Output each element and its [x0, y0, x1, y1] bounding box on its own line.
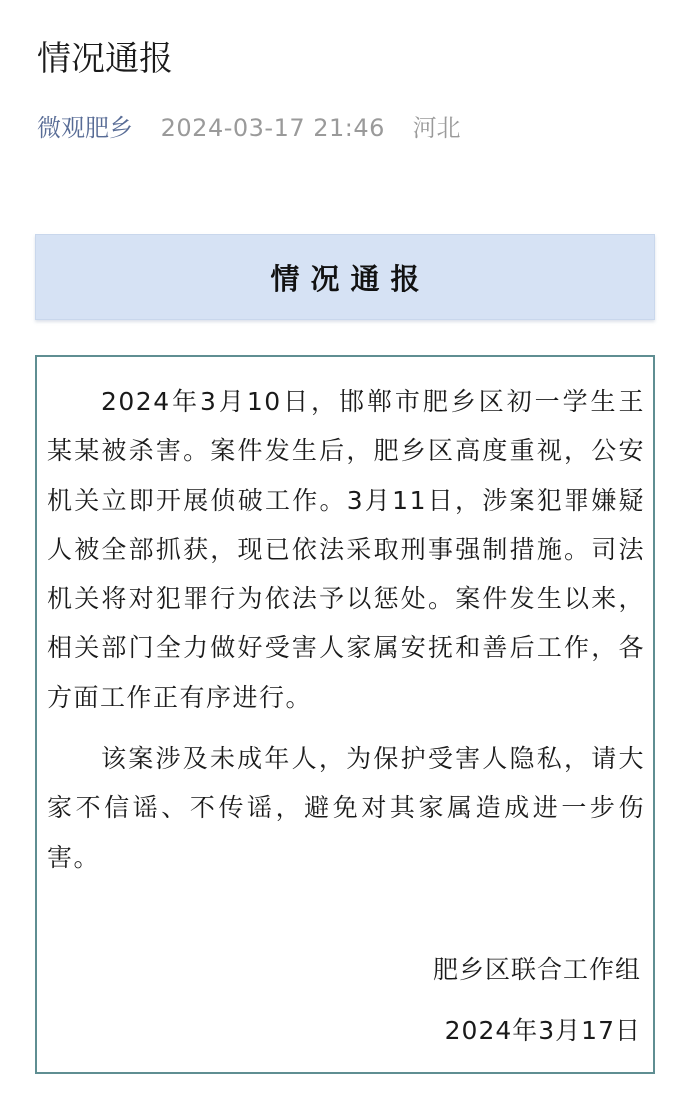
article-title: 情况通报	[37, 39, 173, 79]
account-name-link[interactable]: 微观肥乡	[37, 114, 133, 142]
article-meta	[37, 108, 461, 148]
notice-date: 2024年3月17日	[444, 1016, 641, 1045]
notice-paragraph: 该案涉及未成年人，为保护受害人隐私，请大家不信谣、不传谣，避免对其家属造成进一步伤害。	[47, 744, 645, 872]
publish-location: 河北	[412, 114, 461, 142]
publish-time: 2024-03-17 21:46	[160, 114, 385, 142]
notice-signature: 肥乡区联合工作组	[432, 955, 641, 984]
notice-heading: 情况通报	[270, 261, 431, 296]
notice-banner	[35, 234, 655, 320]
notice-content-box	[35, 355, 655, 1074]
notice-paragraph: 2024年3月10日，邯郸市肥乡区初一学生王某某被杀害。案件发生后，肥乡区高度重视，公安机关立即开展侦破工作。3月11日，涉案犯罪嫌疑人被全部抓获，现已依法采取刑事强制措施。司法机关将对犯罪行为依法予以惩处。案件发生以来，相关部门全力做好受害人家属安抚和善后工作，各方面工作正有序进行。	[47, 387, 645, 712]
